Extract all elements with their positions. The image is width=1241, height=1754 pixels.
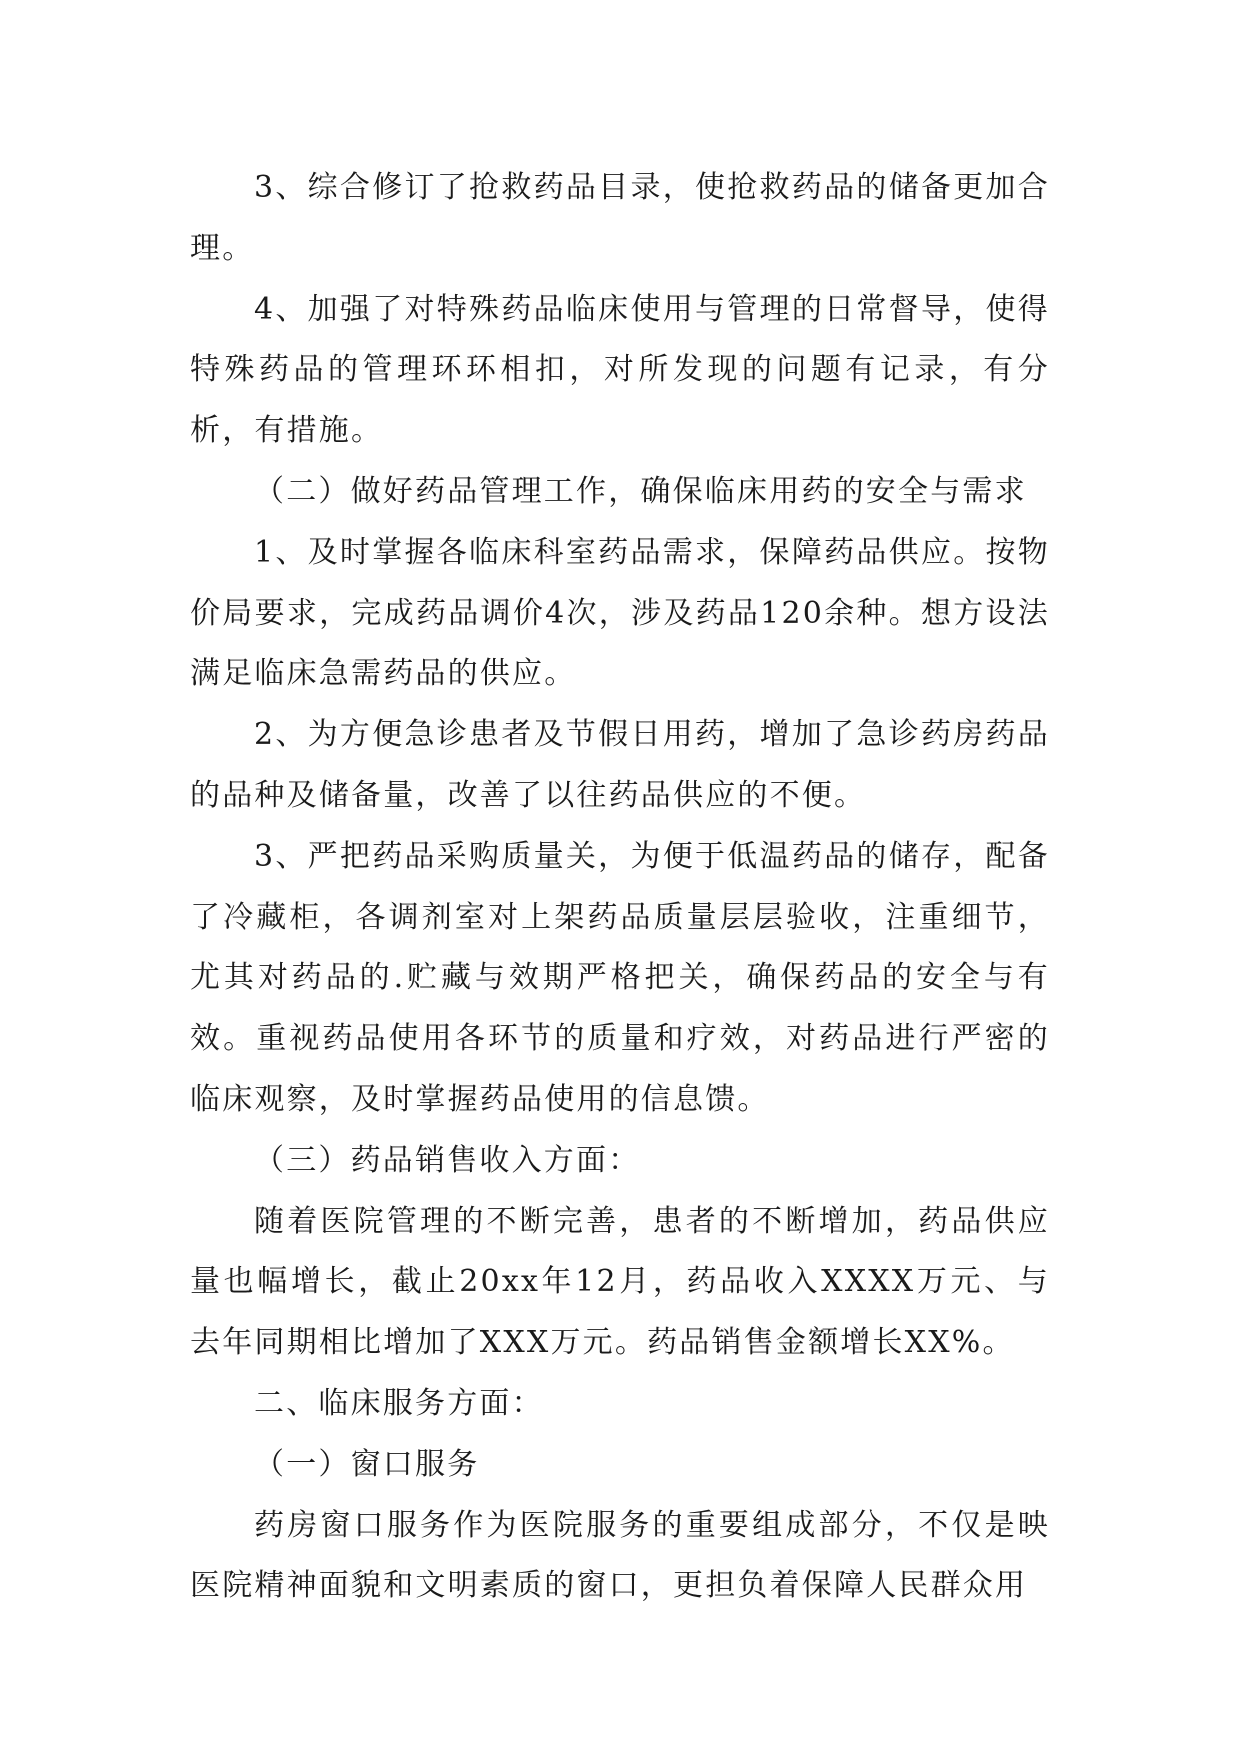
paragraph-window-service: 药房窗口服务作为医院服务的重要组成部分，不仅是映医院精神面貌和文明素质的窗口，更担负着保障人民群众用 [190,1507,1050,1604]
paragraph-emergency-pharmacy: 2、为方便急诊患者及节假日用药，增加了急诊药房药品的品种及储备量，改善了以往药品供应的不便。 [190,717,1050,813]
document-body [190,158,1050,1617]
paragraph-procurement-quality: 3、严把药品采购质量关，为便于低温药品的储存，配备了冷藏柜，各调剂室对上架药品质量层层验收，注重细节，尤其对药品的.贮藏与效期严格把关，确保药品的安全与有效。重视药品使用各环节的质量和疗效，对药品进行严密的临床观察，及时掌握药品使用的信息馈。 [190,838,1050,1117]
paragraph-rescue-drug-catalog: 3、综合修订了抢救药品目录，使抢救药品的储备更加合理。 [190,170,1050,266]
paragraph-revenue-growth: 随着医院管理的不断完善，患者的不断增加，药品供应量也幅增长，截止20xx年12月，药品收入XXXX万元、与去年同期相比增加了XXX万元。药品销售金额增长XX%。 [190,1203,1050,1361]
paragraph-special-drug-supervision: 4、加强了对特殊药品临床使用与管理的日常督导，使得特殊药品的管理环环相扣，对所发现的问题有记录，有分析，有措施。 [190,291,1050,449]
section-heading-window-service: （一）窗口服务 [254,1446,480,1482]
paragraph-drug-supply: 1、及时掌握各临床科室药品需求，保障药品供应。按物价局要求，完成药品调价4次，涉及药品120余种。想方设法满足临床急需药品的供应。 [190,534,1050,692]
section-heading-drug-management: （二）做好药品管理工作，确保临床用药的安全与需求 [254,473,1027,509]
section-heading-clinical-service: 二、临床服务方面： [254,1385,544,1421]
section-heading-sales-revenue: （三）药品销售收入方面： [254,1142,641,1178]
